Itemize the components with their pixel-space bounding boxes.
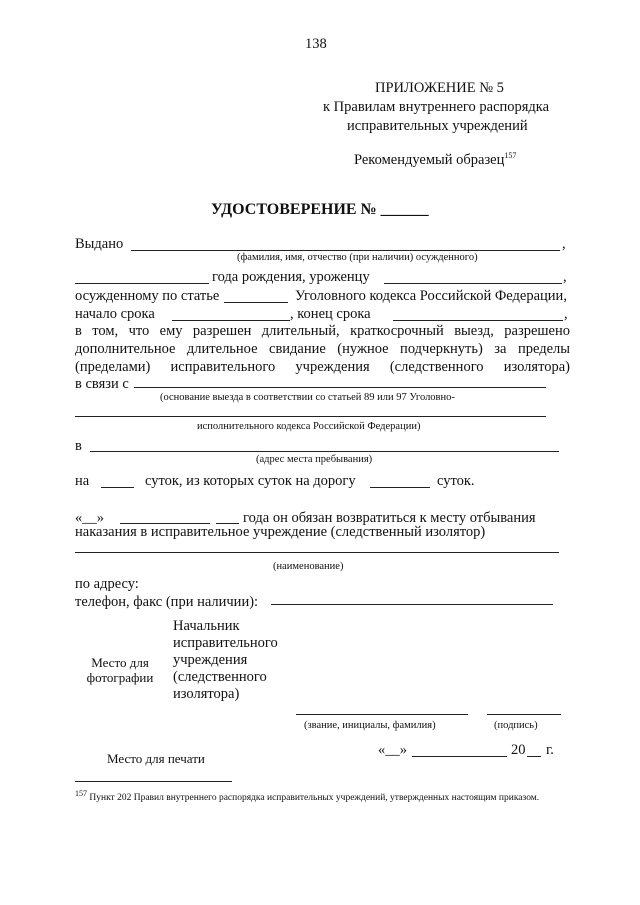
term-end-label: , конец срока [290, 306, 371, 322]
certificate-number-blank: ______ [380, 201, 429, 218]
address-line [90, 451, 559, 452]
birthplace-line [384, 283, 562, 284]
return-text-2: наказания в исправительное учреждение (следственный изолятор) [75, 524, 486, 540]
footnote-separator [75, 781, 232, 782]
head-line-4: (следственного [173, 669, 267, 685]
road-days-line [370, 487, 430, 488]
appendix-title: ПРИЛОЖЕНИЕ № 5 [375, 80, 504, 96]
rank-hint: (звание, инициалы, фамилия) [304, 720, 436, 731]
stamp-place: Место для печати [107, 751, 205, 766]
appendix-line-3: исправительных учреждений [347, 118, 528, 134]
days-end: суток. [437, 473, 475, 489]
phone-line [271, 604, 553, 605]
year-suffix: г. [546, 742, 554, 758]
photo-line-1: Место для [91, 655, 149, 670]
return-date-quote: «__» [75, 510, 104, 526]
on-label: на [75, 473, 90, 489]
head-line-1: Начальник [173, 618, 240, 634]
body-line-2: дополнительное длительное свидание (нужное подчеркнуть) за пределы [75, 341, 570, 357]
sign-line [487, 714, 561, 715]
institution-line [75, 552, 559, 553]
footnote-number: 157 [75, 789, 87, 798]
sign-year-line [527, 756, 541, 757]
issued-label: Выдано [75, 236, 124, 252]
birth-year-label: года рождения, уроженцу [212, 269, 370, 285]
footnote-text: Пункт 202 Правил внутреннего распорядка исправительных учреждений, утвержденных настоящим [89, 793, 497, 804]
birth-year-line [75, 283, 209, 284]
phone-label: телефон, факс (при наличии): [75, 594, 259, 610]
reason-label: в связи с [75, 376, 129, 392]
article-line [224, 302, 288, 303]
comma-1: , [562, 236, 566, 252]
sign-month-line [412, 756, 507, 757]
return-text: года он обязан возвратиться к месту отбывания [243, 510, 536, 526]
head-line-2: исправительного [173, 635, 278, 651]
head-line-3: учреждения [173, 652, 248, 668]
term-end-line [393, 320, 563, 321]
sign-hint: (подпись) [494, 720, 538, 731]
appendix-line-2: к Правилам внутреннего распорядка [323, 99, 550, 115]
page-number: 138 [305, 36, 327, 52]
reason-hint-2: исполнительного кодекса Российской Федерации) [197, 421, 421, 432]
address-hint: (адрес места пребывания) [256, 454, 373, 465]
name-hint: (наименование) [273, 561, 344, 572]
photo-line-2: фотографии [86, 670, 154, 685]
reason-hint-1: (основание выезда в соответствии со статьей 89 или 97 Уголовно- [160, 392, 455, 403]
address-label: по адресу: [75, 576, 139, 592]
convicted-label: осужденному по статье [75, 288, 220, 304]
days-line [101, 487, 134, 488]
term-start-line [172, 320, 290, 321]
comma-2: , [563, 269, 567, 285]
footnote [75, 787, 570, 805]
fio-line [131, 250, 560, 251]
in-label: в [75, 438, 82, 454]
rank-name-line [296, 714, 468, 715]
body-line-3: (пределами) исправительного учреждения (следственного изолятора) [75, 359, 570, 375]
head-line-5: изолятора) [173, 686, 240, 702]
year-prefix: 20 [511, 742, 526, 758]
certificate-heading: УДОСТОВЕРЕНИЕ № ______ [211, 201, 429, 218]
footnote-ref: 157 [504, 151, 517, 160]
code-label: Уголовного кодекса Российской Федерации, [295, 288, 567, 304]
fio-hint: (фамилия, имя, отчество (при наличии) осужденного) [237, 252, 478, 263]
body-line-1: в том, что ему разрешен длительный, краткосрочный выезд, разрешено [75, 323, 570, 339]
comma-3: , [564, 306, 568, 322]
footnote-text-2: приказом. [498, 793, 540, 804]
sign-date-quote: «__» [378, 742, 407, 758]
recommended-sample: Рекомендуемый образец$^{157}$ [354, 151, 517, 168]
days-label: суток, из которых суток на дорогу [145, 473, 356, 489]
reason-line-2 [75, 416, 546, 417]
term-start-label: начало срока [75, 306, 155, 322]
reason-line-1 [134, 387, 546, 388]
